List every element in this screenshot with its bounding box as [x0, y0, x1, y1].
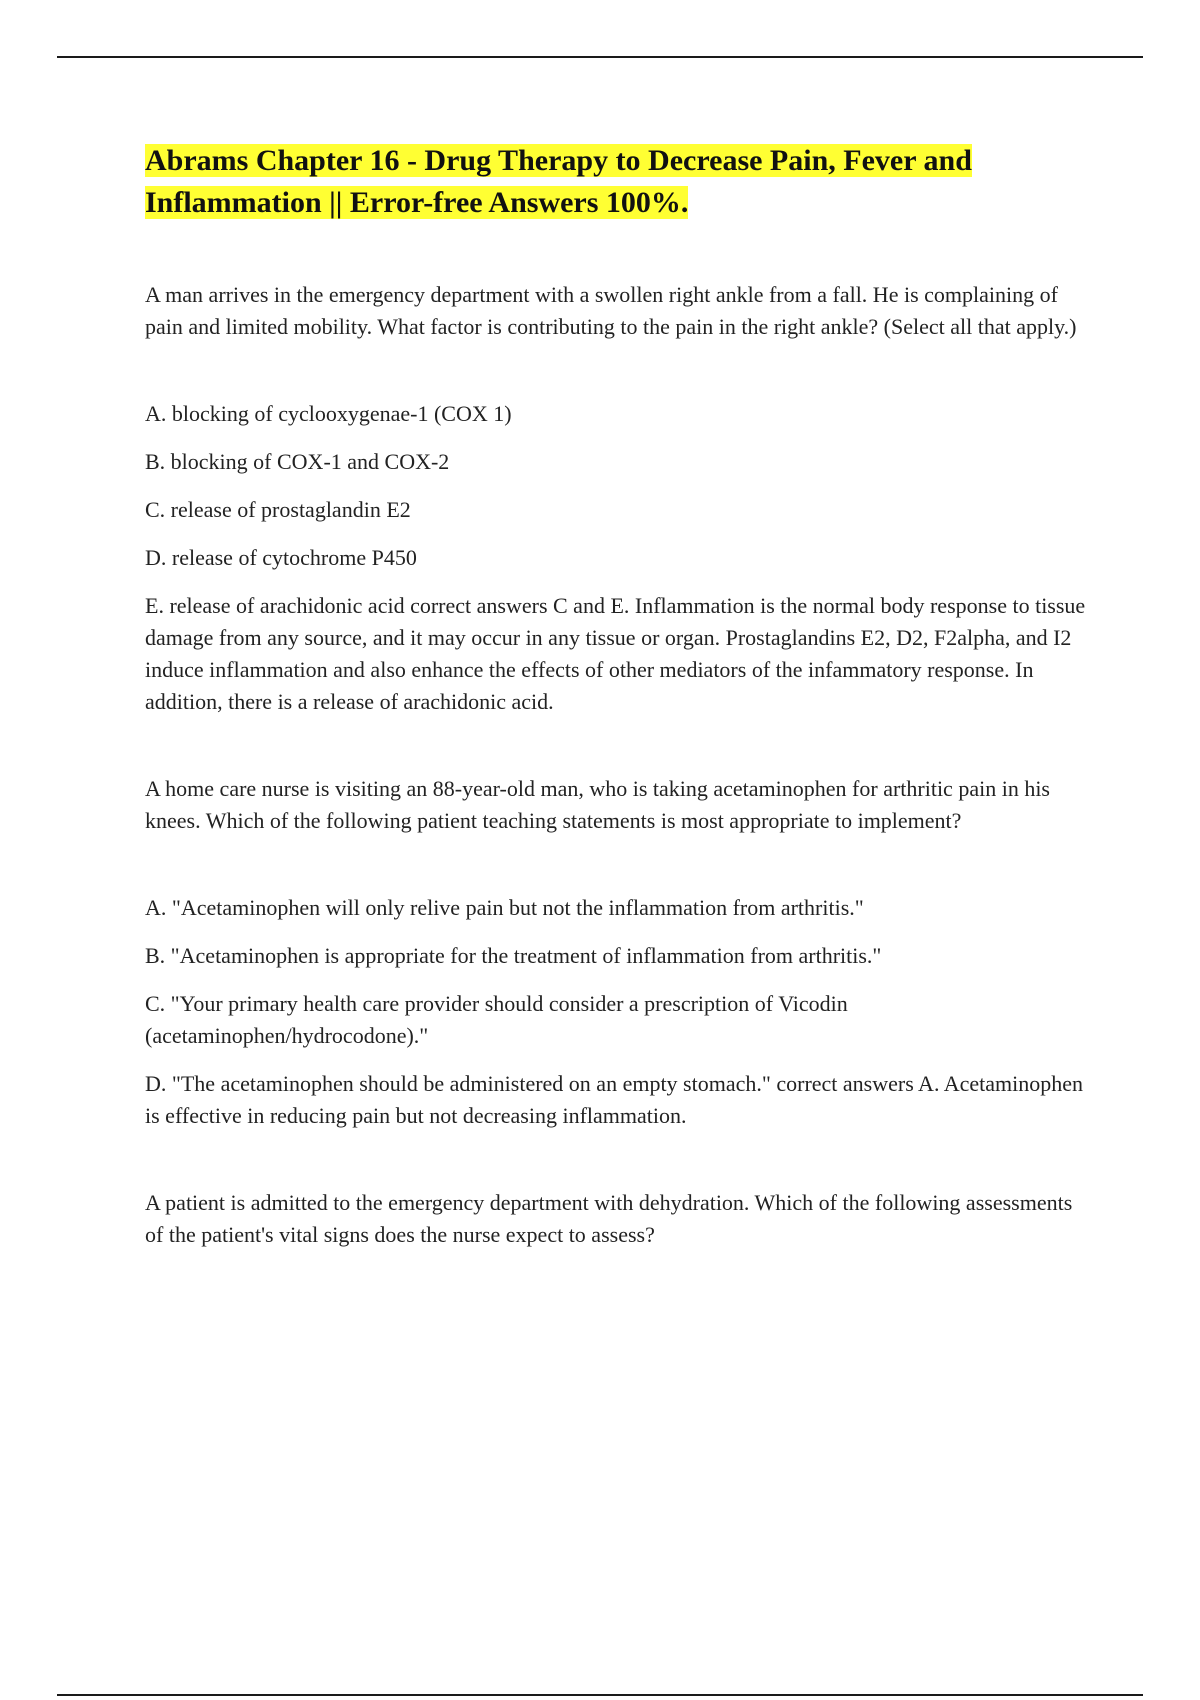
- question-1-option-d: D. release of cytochrome P450: [145, 545, 417, 570]
- question-1-options: [145, 398, 1095, 718]
- bottom-rule: [57, 1694, 1143, 1696]
- question-2: [145, 773, 1095, 837]
- question-1-option-e-answer: E. release of arachidonic acid correct answers C and E. Inflammation is the normal body response to tissue damage from any source, and it may occur in any tissue or organ. Prostaglandins E2, D2, F2alpha, and I2 induce inflammation and also enhance the effects of other mediators of the infammatory response. In addition, there is a release of arachidonic acid.: [145, 593, 1086, 714]
- question-1-option-b: B. blocking of COX-1 and COX-2: [145, 449, 450, 474]
- document-body: [145, 140, 1095, 1251]
- question-2-options: [145, 892, 1095, 1132]
- question-2-option-d-answer: D. "The acetaminophen should be administered on an empty stomach." correct answers A. Acetaminophen is effective in reducing pain but not decreasing inflammation.: [145, 1071, 1084, 1128]
- question-1-option-c: C. release of prostaglandin E2: [145, 497, 411, 522]
- question-3-stem: A patient is admitted to the emergency department with dehydration. Which of the following assessments of the patient's vital signs does the nurse expect to assess?: [145, 1190, 1073, 1247]
- top-rule: [57, 56, 1143, 58]
- question-2-option-b: B. "Acetaminophen is appropriate for the treatment of inflammation from arthritis.": [145, 943, 882, 968]
- question-1-stem: A man arrives in the emergency department with a swollen right ankle from a fall. He is complaining of pain and limited mobility. What factor is contributing to the pain in the right ankle? (Select all that apply.): [145, 282, 1077, 339]
- question-2-stem: A home care nurse is visiting an 88-year-old man, who is taking acetaminophen for arthritic pain in his knees. Which of the following patient teaching statements is most appropriate to implement?: [145, 776, 1050, 833]
- document-title: [145, 140, 1095, 224]
- question-1: [145, 279, 1095, 343]
- document-title-highlight: Abrams Chapter 16 - Drug Therapy to Decrease Pain, Fever and Inflammation || Error-free Answers 100%.: [145, 144, 972, 219]
- question-2-option-c: C. "Your primary health care provider should consider a prescription of Vicodin (acetaminophen/hydrocodone).": [145, 991, 848, 1048]
- question-3: [145, 1187, 1095, 1251]
- question-1-option-a: A. blocking of cyclooxygenae-1 (COX 1): [145, 401, 512, 426]
- question-2-option-a: A. "Acetaminophen will only relive pain but not the inflammation from arthritis.": [145, 895, 864, 920]
